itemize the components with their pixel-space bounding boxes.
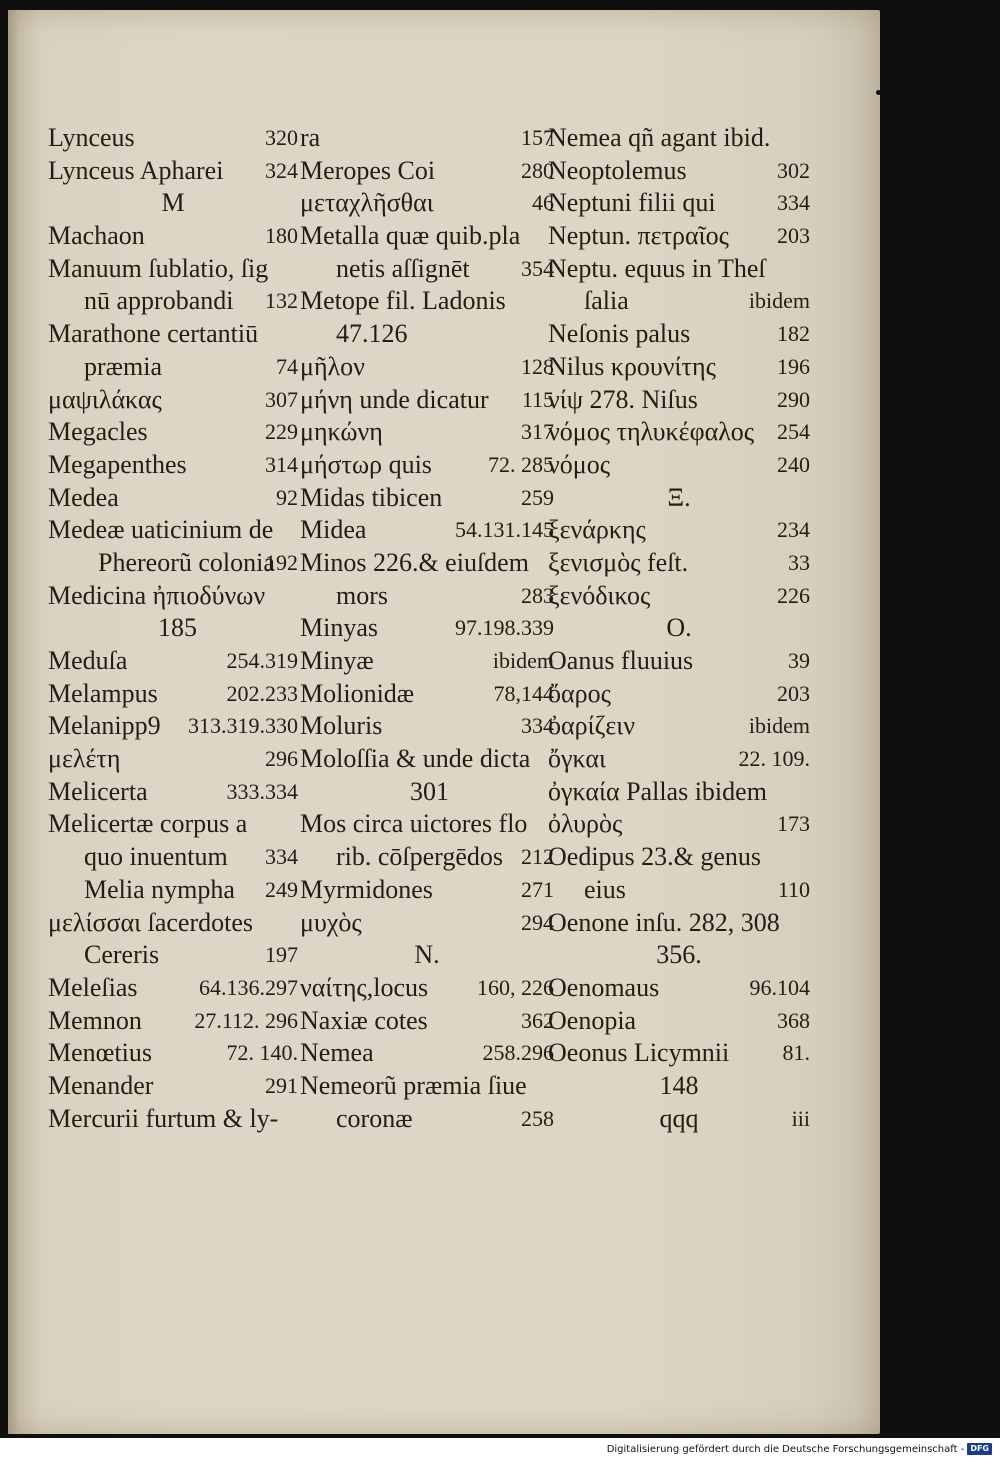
index-term: coronæ xyxy=(336,1103,413,1133)
index-entry xyxy=(48,285,298,318)
index-entry xyxy=(300,972,554,1005)
book-page xyxy=(8,10,880,1434)
index-term: Minyæ xyxy=(300,646,374,675)
index-term: O. xyxy=(666,613,692,643)
index-term: Oenone inſu. 282, 308 xyxy=(548,907,780,937)
index-entry xyxy=(548,1103,810,1136)
index-entry xyxy=(48,122,298,155)
index-page-ref: 96.104 xyxy=(749,974,810,1000)
index-entry xyxy=(48,1005,298,1038)
index-term: Lynceus Apharei xyxy=(48,155,224,185)
index-entry xyxy=(48,612,298,645)
index-entry xyxy=(300,580,554,613)
index-entry xyxy=(48,514,298,547)
index-term: ſalia xyxy=(584,286,629,316)
index-entry xyxy=(48,1070,298,1103)
index-entry xyxy=(300,1005,554,1038)
index-term: ra xyxy=(300,123,321,152)
index-page-ref: 72. 285 xyxy=(488,451,554,477)
index-entry xyxy=(548,285,810,318)
index-entry xyxy=(548,547,810,580)
index-page-ref: ibidem xyxy=(492,648,554,673)
index-term: ξενάρκης xyxy=(548,515,646,545)
index-page-ref: 291 xyxy=(265,1072,298,1098)
index-page-ref: 110 xyxy=(777,876,810,902)
index-entry xyxy=(548,907,810,940)
index-page-ref: 157 xyxy=(521,125,554,150)
index-entry xyxy=(300,351,554,384)
index-entry xyxy=(548,1037,810,1070)
index-page-ref: 313.319.330 xyxy=(188,713,298,739)
index-page-ref: 132 xyxy=(265,288,298,314)
index-term: Neſonis palus xyxy=(548,319,691,349)
index-term: Molionidæ xyxy=(300,678,415,708)
index-term: ξενόδικος xyxy=(548,580,651,610)
index-page-ref: 334 xyxy=(777,190,810,216)
index-term: Menœtius xyxy=(48,1038,152,1068)
index-term: Mercurii furtum & ly- xyxy=(48,1103,279,1133)
index-entry xyxy=(48,874,298,907)
index-entry xyxy=(48,939,298,972)
index-page-ref: 229 xyxy=(265,419,298,445)
index-term: Midas tibicen xyxy=(300,482,443,512)
digitization-footer xyxy=(607,1442,992,1458)
index-term: νόμος τηλυκέφαλος xyxy=(548,417,755,447)
index-term: μαψιλάκας xyxy=(48,384,162,414)
index-entry xyxy=(48,351,298,384)
index-entry xyxy=(300,318,554,351)
index-entry xyxy=(48,187,298,220)
index-term: Mos circa uictores flo xyxy=(300,809,528,839)
index-page-ref: 320 xyxy=(265,125,298,150)
index-term: nū approbandi xyxy=(84,286,234,316)
index-entry xyxy=(300,285,554,318)
index-entry xyxy=(48,580,298,613)
index-term: Medea xyxy=(48,482,119,512)
index-term: Lynceus xyxy=(48,123,135,152)
index-entry xyxy=(548,743,810,776)
index-entry xyxy=(48,482,298,515)
index-term: Cereris xyxy=(84,940,160,970)
index-term: Nilus κρουνίτης xyxy=(548,351,716,381)
index-page-ref: 27.112. 296 xyxy=(194,1007,298,1033)
index-entry xyxy=(48,841,298,874)
index-term: mors xyxy=(336,580,388,610)
index-term: Melanipp9 xyxy=(48,711,161,741)
index-entry xyxy=(48,1037,298,1070)
index-term: qqq xyxy=(659,1103,699,1133)
index-term: μεταχλῆσθαι xyxy=(300,188,434,218)
index-term: Neoptolemus xyxy=(548,155,687,185)
index-term: quo inuentum xyxy=(84,842,228,872)
index-term: 148 xyxy=(659,1070,699,1100)
index-entry xyxy=(548,1070,810,1103)
index-entry xyxy=(548,580,810,613)
index-entry xyxy=(300,547,554,580)
index-page-ref: 302 xyxy=(777,157,810,183)
index-entry xyxy=(300,645,554,678)
ink-dot-mark xyxy=(876,90,881,95)
index-page-ref: 46 xyxy=(532,190,554,216)
index-page-ref: 173 xyxy=(777,811,810,837)
index-entry xyxy=(548,482,810,515)
index-term: μελίσσαι ſacerdotes xyxy=(48,907,253,937)
index-term: M xyxy=(161,188,185,218)
index-page-ref: 226 xyxy=(777,582,810,608)
index-term: Meropes Coi xyxy=(300,155,436,185)
index-entry xyxy=(48,678,298,711)
index-term: μελέτη xyxy=(48,744,121,774)
index-term: Megapenthes xyxy=(48,449,187,479)
index-term: Minyas xyxy=(300,613,378,643)
index-entry xyxy=(300,776,554,809)
index-page-ref: 196 xyxy=(777,353,810,379)
index-term: Ξ. xyxy=(667,482,691,512)
index-term: μήστωρ quis xyxy=(300,449,432,479)
index-page-ref: 203 xyxy=(777,223,810,249)
index-entry xyxy=(300,122,554,155)
index-page-ref: 97.198.339 xyxy=(455,615,554,641)
index-term: Meleſias xyxy=(48,972,138,1002)
index-entry xyxy=(548,612,810,645)
index-term: 47.126 xyxy=(336,319,408,349)
index-entry xyxy=(300,482,554,515)
index-page-ref: 202.233 xyxy=(226,680,298,706)
index-entry xyxy=(548,874,810,907)
index-entry xyxy=(48,907,298,940)
index-page-ref: 234 xyxy=(777,517,810,543)
index-page-ref: ibidem xyxy=(748,713,810,739)
index-term: ξενισμὸς feſt. xyxy=(548,547,689,577)
index-entry xyxy=(48,416,298,449)
index-term: μήνη unde dicatur xyxy=(300,384,489,414)
index-page-ref: 160, 226 xyxy=(477,974,554,1000)
index-entry xyxy=(548,155,810,188)
index-page-ref: 294 xyxy=(521,909,554,935)
index-term: Midea xyxy=(300,515,367,545)
index-page-ref: 254.319 xyxy=(226,648,298,673)
index-page-ref: 368 xyxy=(777,1007,810,1033)
index-term: μυχὸς xyxy=(300,907,362,937)
index-term: eius xyxy=(584,874,626,904)
index-entry xyxy=(48,808,298,841)
index-page-ref: 92 xyxy=(276,484,298,510)
index-term: Oeonus Licymnii xyxy=(548,1038,730,1068)
index-entry xyxy=(548,678,810,711)
index-term: Nemea xyxy=(300,1038,374,1068)
index-page-ref: 128 xyxy=(521,353,554,379)
index-term: præmia xyxy=(84,351,162,381)
index-term: Memnon xyxy=(48,1005,142,1035)
index-term: 185 xyxy=(158,613,197,643)
index-term: Myrmidones xyxy=(300,874,433,904)
index-entry xyxy=(300,612,554,645)
index-entry xyxy=(48,972,298,1005)
index-term: Neptun. πετραῖος xyxy=(548,221,729,251)
index-term: Neptuni filii qui xyxy=(548,188,716,218)
index-term: ὄαρος xyxy=(548,678,611,708)
index-entry xyxy=(300,449,554,482)
index-entry xyxy=(48,743,298,776)
index-entry xyxy=(548,220,810,253)
index-page-ref: 115 xyxy=(521,386,554,412)
index-page-ref: 180 xyxy=(265,223,298,249)
index-term: Meduſa xyxy=(48,646,128,675)
index-entry xyxy=(548,776,810,809)
page-gutter-shadow xyxy=(8,10,18,1434)
index-term: Oenopia xyxy=(548,1005,637,1035)
index-term: Moloſſia & unde dicta xyxy=(300,744,531,774)
index-entry xyxy=(48,155,298,188)
index-entry xyxy=(300,1070,554,1103)
index-term: ὄγκαι xyxy=(548,744,606,774)
index-entry xyxy=(548,187,810,220)
index-page-ref: 39 xyxy=(788,648,810,673)
index-entry xyxy=(548,841,810,874)
index-term: 356. xyxy=(656,940,702,970)
index-term: Oanus fluuius xyxy=(548,646,694,675)
index-page-ref: 78,144 xyxy=(493,680,554,706)
index-entry xyxy=(548,972,810,1005)
index-page-ref: 74 xyxy=(276,353,298,379)
index-page-ref: 307 xyxy=(265,386,298,412)
index-page-ref: 197 xyxy=(265,942,298,968)
index-entry xyxy=(548,939,810,972)
index-term: Medicina ἠπιοδύνων xyxy=(48,580,266,610)
index-page-ref: iii xyxy=(791,1105,810,1131)
index-entry xyxy=(300,416,554,449)
index-page-ref: 240 xyxy=(777,451,810,477)
index-column-1 xyxy=(48,122,298,1135)
index-page-ref: 296 xyxy=(265,746,298,772)
index-page-ref: ibidem xyxy=(748,288,810,314)
index-term: ὀγκαία Pallas ibidem xyxy=(548,776,767,806)
index-page-ref: 22. 109. xyxy=(738,746,810,772)
index-page-ref: 254 xyxy=(777,419,810,445)
index-page-ref: 290 xyxy=(777,386,810,412)
index-term: Phereorũ colonia xyxy=(98,547,275,577)
index-page-ref: 317 xyxy=(521,419,554,445)
index-entry xyxy=(300,1103,554,1136)
index-entry xyxy=(48,220,298,253)
index-entry xyxy=(300,907,554,940)
index-entry xyxy=(300,384,554,417)
index-entry xyxy=(300,187,554,220)
index-entry xyxy=(300,220,554,253)
index-entry xyxy=(548,416,810,449)
index-entry xyxy=(548,253,810,286)
index-page-ref: 314 xyxy=(265,451,298,477)
index-entry xyxy=(548,710,810,743)
index-page-ref: 258.296 xyxy=(482,1040,554,1066)
index-page-ref: 212 xyxy=(521,844,554,870)
index-term: Nemeorũ præmia ſiue xyxy=(300,1070,527,1100)
index-term: Nemea qñ agant ibid. xyxy=(548,123,771,152)
index-page-ref: 54.131.145 xyxy=(455,517,554,543)
index-page-ref: 182 xyxy=(777,321,810,347)
index-term: Naxiæ cotes xyxy=(300,1005,428,1035)
index-entry xyxy=(48,1103,298,1136)
index-entry xyxy=(548,645,810,678)
index-page-ref: 324 xyxy=(265,157,298,183)
index-page-ref: 33 xyxy=(788,549,810,575)
index-entry xyxy=(48,776,298,809)
index-term: μηκώνη xyxy=(300,417,383,447)
index-page-ref: 249 xyxy=(265,876,298,902)
index-term: Manuum ſublatio, ſig xyxy=(48,253,269,283)
footer-credit-text: Digitalisierung gefördert durch die Deutsche Forschungsgemeinschaft - xyxy=(606,1444,965,1455)
index-term: Metalla quæ quib.pla xyxy=(300,221,521,251)
index-entry xyxy=(548,449,810,482)
index-page-ref: 259 xyxy=(521,484,554,510)
index-entry xyxy=(300,874,554,907)
index-term: νίψ 278. Niſus xyxy=(548,384,698,414)
index-term: Melicerta xyxy=(48,776,148,806)
index-entry xyxy=(548,514,810,547)
dfg-logo: DFG xyxy=(967,1443,992,1455)
index-entry xyxy=(548,384,810,417)
index-column-3 xyxy=(548,122,810,1135)
index-term: Megacles xyxy=(48,417,148,447)
index-page-ref: 354 xyxy=(521,255,554,281)
index-term: Oedipus 23.& genus xyxy=(548,842,762,872)
index-entry xyxy=(48,384,298,417)
index-entry xyxy=(48,645,298,678)
index-term: netis aſſignēt xyxy=(336,253,470,283)
index-term: νόμος xyxy=(548,449,610,479)
index-entry xyxy=(48,318,298,351)
index-term: Moluris xyxy=(300,711,383,741)
index-term: Menander xyxy=(48,1070,154,1100)
index-page-ref: 333.334 xyxy=(226,778,298,804)
index-entry xyxy=(48,449,298,482)
index-term: Minos 226.& eiuſdem xyxy=(300,547,529,577)
index-entry xyxy=(300,939,554,972)
index-entry xyxy=(48,547,298,580)
index-entry xyxy=(300,710,554,743)
index-entry xyxy=(300,678,554,711)
index-term: ναίτης,locus xyxy=(300,972,429,1002)
index-page-ref: 283 xyxy=(521,582,554,608)
index-term: Marathone certantiū xyxy=(48,319,259,349)
index-page-ref: 280 xyxy=(521,157,554,183)
index-term: Melia nympha xyxy=(84,874,235,904)
index-term: rib. cōſpergēdos xyxy=(336,842,504,872)
index-term: 301 xyxy=(410,776,449,806)
index-entry xyxy=(548,122,810,155)
index-term: ὀλυρὸς xyxy=(548,809,623,839)
index-entry xyxy=(300,514,554,547)
index-entry xyxy=(548,1005,810,1038)
index-entry xyxy=(548,808,810,841)
index-page-ref: 362 xyxy=(521,1007,554,1033)
index-entry xyxy=(300,155,554,188)
index-entry xyxy=(548,351,810,384)
index-entry xyxy=(300,253,554,286)
index-entry xyxy=(300,841,554,874)
index-entry xyxy=(300,808,554,841)
index-term: N. xyxy=(414,940,440,970)
index-column-2 xyxy=(300,122,554,1135)
index-page-ref: 203 xyxy=(777,680,810,706)
index-entry xyxy=(300,1037,554,1070)
index-entry xyxy=(548,318,810,351)
index-page-ref: 192 xyxy=(265,549,298,575)
index-page-ref: 271 xyxy=(521,876,554,902)
index-page-ref: 72. 140. xyxy=(226,1040,298,1066)
index-page-ref: 81. xyxy=(782,1040,810,1066)
index-page-ref: 64.136.297 xyxy=(199,974,298,1000)
index-term: Metope fil. Ladonis xyxy=(300,286,506,316)
index-term: Melampus xyxy=(48,678,158,708)
index-term: μῆλον xyxy=(300,351,365,381)
index-term: Oenomaus xyxy=(548,972,660,1002)
index-term: Melicertæ corpus a xyxy=(48,809,248,839)
index-term: Neptu. equus in Theſ xyxy=(548,253,766,283)
index-entry xyxy=(300,743,554,776)
index-term: Machaon xyxy=(48,221,145,251)
index-page-ref: 258 xyxy=(521,1105,554,1131)
index-page-ref: 334 xyxy=(521,713,554,739)
index-entry xyxy=(48,253,298,286)
index-page-ref: 334 xyxy=(265,844,298,870)
index-entry xyxy=(48,710,298,743)
index-term: Medeæ uaticinium de xyxy=(48,515,274,545)
index-term: ὀαρίζειν xyxy=(548,711,636,741)
